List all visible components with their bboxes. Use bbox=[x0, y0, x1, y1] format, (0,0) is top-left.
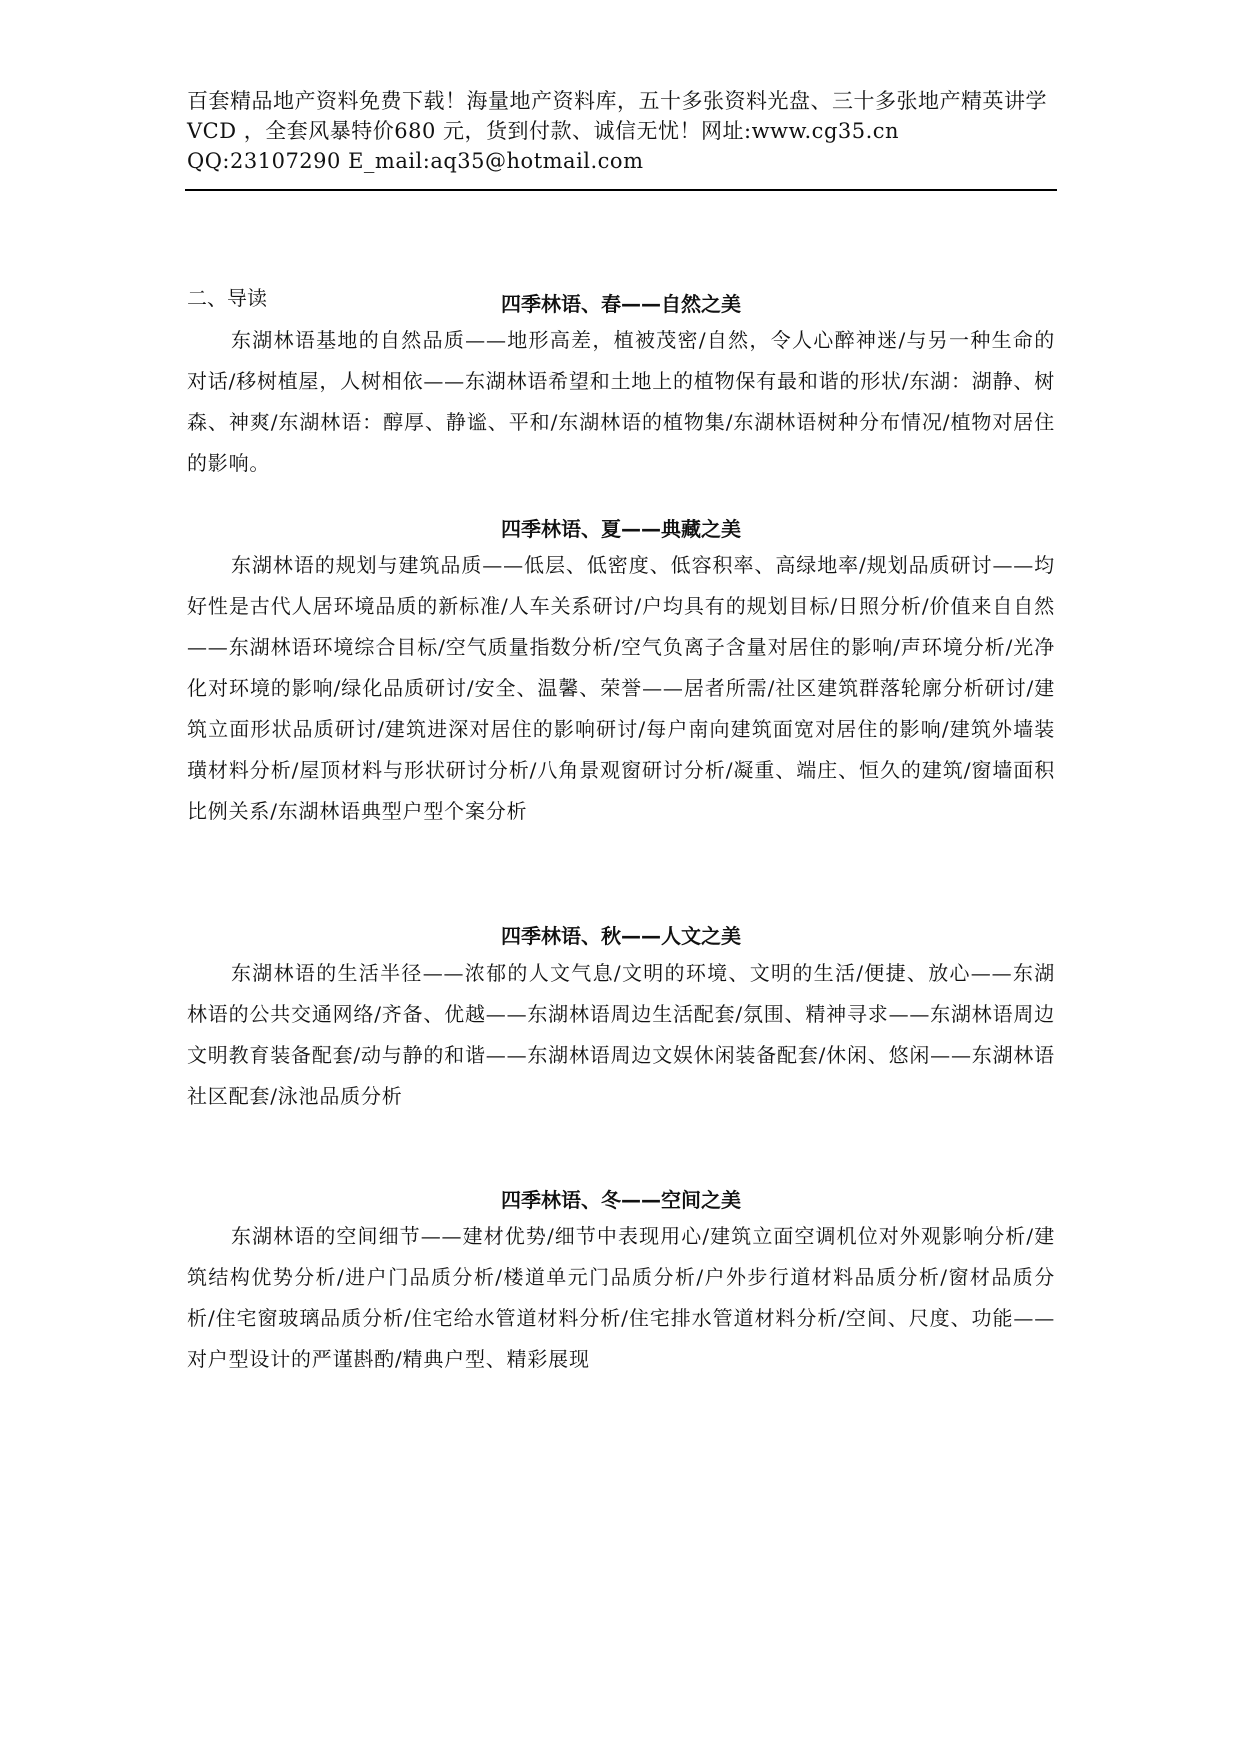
spring-section-body: 东湖林语基地的自然品质——地形高差，植被茂密/自然，令人心醉神迷/与另一种生命的对话/移树植屋，人树相依——东湖林语希望和土地上的植物保有最和谐的形状/东湖：湖静、树森、神爽/东湖林语：醇厚、静谧、平和/东湖林语的植物集/东湖林语树种分布情况/植物对居住的影响。 bbox=[187, 328, 1055, 475]
section-label: 二、导读 bbox=[187, 286, 267, 310]
winter-section-body: 东湖林语的空间细节——建材优势/细节中表现用心/建筑立面空调机位对外观影响分析/建筑结构优势分析/进户门品质分析/楼道单元门品质分析/户外步行道材料品质分析/窗材品质分析/住宅窗玻璃品质分析/住宅给水管道材料分析/住宅排水管道材料分析/空间、尺度、功能——对户型设计的严谨斟酌/精典户型、精彩展现 bbox=[187, 1224, 1055, 1371]
summer-section-title: 四季林语、夏——典藏之美 bbox=[501, 517, 741, 541]
autumn-section-title: 四季林语、秋——人文之美 bbox=[501, 924, 741, 948]
header-divider bbox=[185, 189, 1057, 191]
summer-section-body: 东湖林语的规划与建筑品质——低层、低密度、低容积率、高绿地率/规划品质研讨——均好性是古代人居环境品质的新标准/人车关系研讨/户均具有的规划目标/日照分析/价值来自自然——东湖林语环境综合目标/空气质量指数分析/空气负离子含量对居住的影响/声环境分析/光净化对环境的影响/绿化品质研讨/安全、温馨、荣誉——居者所需/社区建筑群落轮廓分析研讨/建筑立面形状品质研讨/建筑进深对居住的影响研讨/每户南向建筑面宽对居住的影响/建筑外墙装璜材料分析/屋顶材料与形状研讨分析/八角景观窗研讨分析/凝重、端庄、恒久的建筑/窗墙面积比例关系/东湖林语典型户型个案分析 bbox=[187, 553, 1055, 823]
autumn-section-body: 东湖林语的生活半径——浓郁的人文气息/文明的环境、文明的生活/便捷、放心——东湖林语的公共交通网络/齐备、优越——东湖林语周边生活配套/氛围、精神寻求——东湖林语周边文明教育装备配套/动与静的和谐——东湖林语周边文娱休闲装备配套/休闲、悠闲——东湖林语社区配套/泳池品质分析 bbox=[187, 961, 1055, 1108]
spring-section-title: 四季林语、春——自然之美 bbox=[501, 292, 741, 316]
page-header-text: 百套精品地产资料免费下载！海量地产资料库，五十多张资料光盘、三十多张地产精英讲学VCD ，全套风暴特价680 元，货到付款、诚信无忧！网址:www.cg35.cn QQ:23107290 E_mail:aq35@hotmail.com bbox=[187, 89, 1047, 173]
winter-section-title: 四季林语、冬——空间之美 bbox=[501, 1188, 741, 1212]
